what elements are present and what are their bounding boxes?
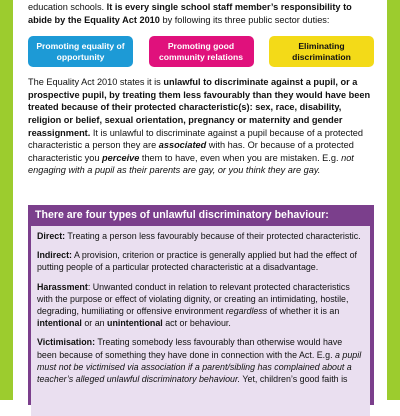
harassment-text-7: act or behaviour. [162,318,231,329]
document-content [28,0,374,177]
duty-eliminating-discrimination: Eliminating discrimination [269,36,374,67]
direct-definition [37,230,364,242]
indirect-label: Indirect: [37,250,73,261]
intro-paragraph [28,1,374,26]
direct-text: Treating a person less favourably because of their protected characteristic. [65,231,361,241]
harassment-definition [37,281,364,330]
direct-label: Direct: [37,231,66,241]
harassment-unintentional: unintentional [107,318,163,329]
indirect-text: A provision, criterion or practice is generally applied but had the effect of putting people of a particular protected characteristic at a disadvantage. [37,250,358,273]
equality-act-statement [28,76,374,177]
discrimination-types-panel [28,205,374,405]
victimisation-label: Victimisation: [37,337,96,348]
statement-perceive: perceive [102,152,140,163]
statement-associated: associated [158,140,207,151]
victimisation-example: a pupil must not be victimised via association if a parent/sibling has complained about a teacher’s alleged unlawful discriminatory behaviour. [37,349,362,385]
panel-title: There are four types of unlawful discriminatory behaviour: [35,209,329,221]
intro-bold: It is every single school staff member’s responsibility to abide by the Equality Act 2010 [28,2,352,25]
statement-part-2: unlawful to discriminate against a pupil, or a prospective pupil, by treating them less favourably than they would have been treated because of their protected characteristic(s): sex, race, disability, religion or belief, sexual orientation, pregnancy or maternity and gender reassignment. [28,77,371,138]
statement-example: not engaging with a pupil as their parents are gay, or you think they are gay. [28,152,354,176]
harassment-text-3: of whether it is an [267,306,340,317]
harassment-regardless: regardless [225,306,268,317]
statement-part-7: them to have, even when you are mistaken. E.g. [139,152,342,163]
duties-row [28,36,374,67]
harassment-text-5: or an [81,318,108,329]
duty-equality-of-opportunity: Promoting equality of opportunity [28,36,133,67]
intro-tail: by following its three public sector duties: [159,14,330,25]
victimisation-text-3: Yet, children’s good faith is [240,374,348,385]
victimisation-definition [37,336,364,385]
harassment-text-1: : Unwanted conduct in relation to relevant protected characteristics with the purpose or effect of violating dignity, or creating an intimidating, hostile, degrading, humiliating or offensive environment [37,281,350,317]
statement-part-1: The Equality Act 2010 states it is [28,77,164,88]
harassment-label: Harassment [37,281,88,292]
panel-body [31,226,370,416]
indirect-definition [37,249,364,273]
victimisation-text-1: Treating somebody less favourably than otherwise would have been because of something they have done in connection with the Act. E.g. [37,337,343,360]
duty-community-relations: Promoting good community relations [149,36,254,67]
harassment-intentional: intentional [37,318,82,329]
statement-part-5: with has. Or because of a protected characteristic you [28,140,354,163]
statement-part-3: It is unlawful to discriminate against a pupil because of a protected characteristic a person they are [28,127,364,151]
intro-lead: education schools. [28,2,105,12]
